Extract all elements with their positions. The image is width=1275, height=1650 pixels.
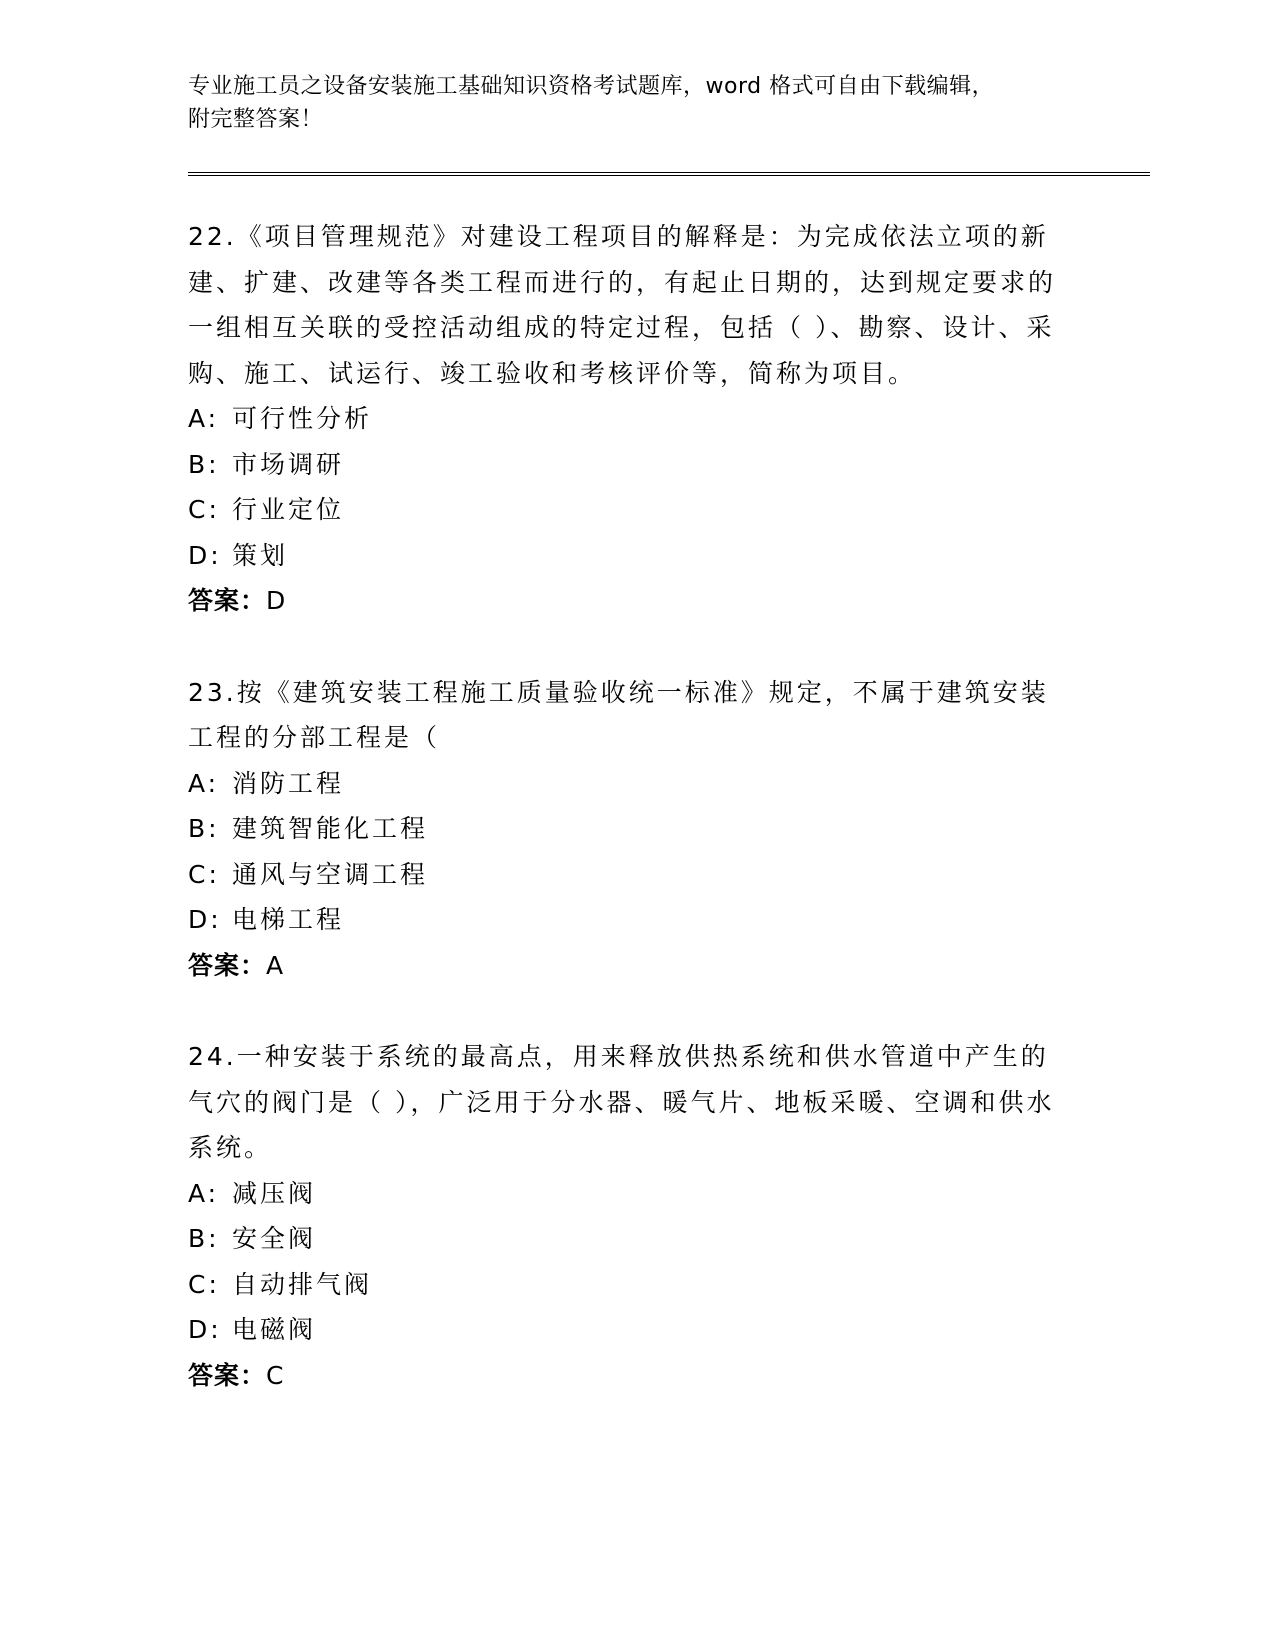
answer-label: 答案：	[188, 950, 267, 980]
option-b	[188, 442, 1150, 488]
header-line-1: 专业施工员之设备安装施工基础知识资格考试题库，word 格式可自由下载编辑，	[188, 74, 995, 99]
document-header	[188, 70, 1150, 136]
option-text: 通风与空调工程	[232, 859, 429, 889]
option-d	[188, 533, 1150, 579]
option-letter: B:	[188, 1224, 220, 1253]
option-text: 减压阀	[232, 1178, 317, 1208]
header-divider	[188, 172, 1150, 176]
option-letter: D:	[188, 905, 222, 934]
option-c	[188, 487, 1150, 533]
option-a	[188, 396, 1150, 442]
answer-line	[188, 1353, 1150, 1399]
question-stem: 22.《项目管理规范》对建设工程项目的解释是：为完成依法立项的新建、扩建、改建等各类工程而进行的，有起止日期的，达到规定要求的一组相互关联的受控活动组成的特定过程，包括（ ）、勘察、设计、采购、施工、试运行、竣工验收和考核评价等，简称为项目。	[188, 222, 1057, 388]
option-c	[188, 852, 1150, 898]
question-24	[188, 1034, 1150, 1398]
question-list	[188, 214, 1150, 1398]
option-text: 安全阀	[232, 1224, 317, 1253]
option-letter: C:	[188, 1269, 220, 1299]
option-text: 消防工程	[232, 768, 345, 798]
question-23	[188, 670, 1150, 989]
option-letter: B:	[188, 814, 220, 843]
option-text: 策划	[232, 540, 289, 570]
option-letter: C:	[188, 495, 220, 524]
option-text: 建筑智能化工程	[232, 814, 429, 843]
option-letter: D:	[188, 1315, 222, 1344]
option-text: 行业定位	[232, 495, 345, 524]
option-letter: B:	[188, 449, 220, 479]
option-letter: A:	[188, 768, 220, 798]
answer-value: D	[266, 586, 287, 615]
question-stem: 23.按《建筑安装工程施工质量验收统一标准》规定，不属于建筑安装工程的分部工程是（	[188, 677, 1049, 752]
option-c	[188, 1262, 1150, 1308]
option-text: 电梯工程	[232, 905, 345, 934]
option-letter: D:	[188, 540, 222, 570]
option-a	[188, 761, 1150, 807]
option-text: 市场调研	[232, 449, 345, 479]
answer-line	[188, 578, 1150, 624]
header-line-2: 附完整答案！	[188, 107, 324, 132]
answer-value: A	[266, 950, 285, 980]
option-text: 电磁阀	[232, 1315, 317, 1344]
option-b	[188, 1216, 1150, 1262]
option-letter: C:	[188, 859, 220, 889]
option-letter: A:	[188, 404, 220, 433]
option-b	[188, 806, 1150, 852]
question-stem: 24.一种安装于系统的最高点，用来释放供热系统和供水管道中产生的气穴的阀门是（ ），广泛用于分水器、暖气片、地板采暖、空调和供水系统。	[188, 1042, 1055, 1162]
option-d	[188, 897, 1150, 943]
answer-value: C	[266, 1360, 285, 1390]
question-22	[188, 214, 1150, 624]
option-text: 自动排气阀	[232, 1269, 373, 1299]
document-page	[188, 70, 1150, 1444]
option-text: 可行性分析	[232, 404, 373, 433]
answer-line	[188, 943, 1150, 989]
answer-label: 答案：	[188, 586, 267, 615]
answer-label: 答案：	[188, 1360, 267, 1390]
option-d	[188, 1307, 1150, 1353]
option-letter: A:	[188, 1178, 220, 1208]
option-a	[188, 1171, 1150, 1217]
